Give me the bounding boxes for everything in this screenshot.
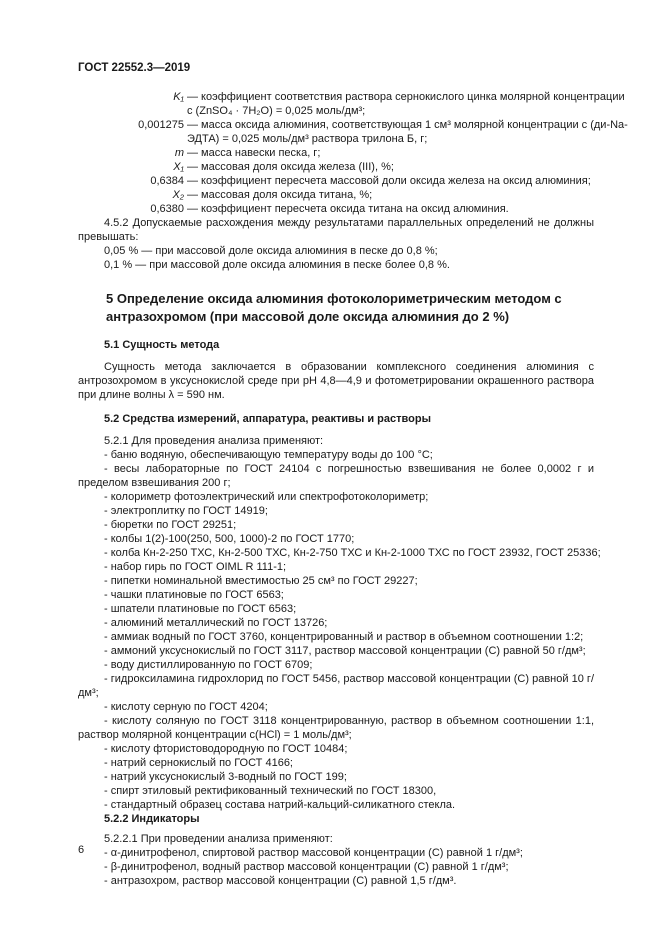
list-item: - чашки платиновые по ГОСТ 6563; bbox=[104, 589, 284, 601]
tolerance-item: 0,1 % — при массовой доле оксида алюминия в песке более 0,8 %. bbox=[104, 259, 450, 271]
list-item: - воду дистиллированную по ГОСТ 6709; bbox=[104, 659, 313, 671]
legend-row bbox=[78, 90, 625, 104]
legend-symbol: 0,001275 bbox=[138, 119, 184, 131]
list-item: - колбы 1(2)-100(250, 500, 1000)-2 по ГОСТ 1770; bbox=[104, 533, 355, 545]
legend-symbol: X₁ bbox=[173, 161, 184, 173]
list-item: - кислоту фтористоводородную по ГОСТ 10484; bbox=[104, 743, 348, 755]
list-item: - антразохром, раствор массовой концентрации (С) равной 1,5 г/дм³. bbox=[104, 875, 457, 887]
list-item: - весы лабораторные по ГОСТ 24104 с погрешностью взвешивания не более 0,0002 г и пределом взвешивания 200 г; bbox=[78, 463, 594, 489]
list-item: - β-динитрофенол, водный раствор массовой концентрации (С) равной 1 г/дм³; bbox=[104, 861, 509, 873]
legend-text: — массовая доля оксида титана, %; bbox=[187, 189, 373, 201]
page-content bbox=[78, 90, 628, 888]
legend-symbol: m bbox=[174, 147, 184, 159]
section-5-2-2-title: 5.2.2 Индикаторы bbox=[104, 813, 200, 825]
legend-row bbox=[78, 118, 628, 132]
list-item: - колориметр фотоэлектрический или спектрофотоколориметр; bbox=[104, 491, 429, 503]
equipment-list bbox=[78, 448, 601, 812]
list-item: - пипетки номинальной вместимостью 25 см³ по ГОСТ 29227; bbox=[104, 575, 418, 587]
legend-text: — коэффициент соответствия раствора сернокислого цинка молярной концентрации bbox=[187, 91, 625, 103]
clause-4-5-2: 4.5.2 Допускаемые расхождения между результатами параллельных определений не должны превышать: bbox=[78, 217, 594, 243]
list-item: - бюретки по ГОСТ 29251; bbox=[104, 519, 237, 531]
list-item: - колба Кн-2-250 ТХС, Кн-2-500 ТХС, Кн-2-750 ТХС и Кн-2-1000 ТХС по ГОСТ 23932, ГОСТ 25336; bbox=[104, 547, 601, 559]
list-item: - аммоний уксуснокислый по ГОСТ 3117, раствор массовой концентрации (С) равной 50 г/дм³; bbox=[104, 645, 586, 657]
legend-symbol: 0,6384 bbox=[150, 175, 184, 187]
list-item: - стандартный образец состава натрий-кальций-силикатного стекла. bbox=[104, 799, 456, 811]
legend-text: — масса навески песка, г; bbox=[187, 147, 321, 159]
legend-symbol: K₁ bbox=[173, 91, 184, 103]
list-item: - кислоту соляную по ГОСТ 3118 концентрированную, раствор в объемном соотношении 1:1, раствор молярной концентрации с(HCl) = 1 моль/дм³; bbox=[78, 715, 594, 741]
list-item: - шпатели платиновые по ГОСТ 6563; bbox=[104, 603, 297, 615]
legend-symbol: X₂ bbox=[172, 189, 184, 201]
legend-row bbox=[78, 188, 594, 202]
page-number: 6 bbox=[78, 844, 85, 856]
legend-row bbox=[78, 174, 594, 188]
formula-legend bbox=[78, 90, 628, 216]
tolerance-item: 0,05 % — при массовой доле оксида алюминия в песке до 0,8 %; bbox=[104, 245, 438, 257]
clause-5-2-1-intro: 5.2.1 Для проведения анализа применяют: bbox=[104, 435, 324, 447]
legend-text: — масса оксида алюминия, соответствующая 1 см³ молярной концентрации с (ди-Na- bbox=[187, 119, 628, 131]
clause-5-2-2-1-intro: 5.2.2.1 При проведении анализа применяют: bbox=[104, 833, 333, 845]
list-item: - натрий уксуснокислый 3-водный по ГОСТ 199; bbox=[104, 771, 347, 783]
legend-continuation: ЭДТА) = 0,025 моль/дм³ раствора трилона Б, г; bbox=[187, 133, 428, 145]
legend-text: — массовая доля оксида железа (III), %; bbox=[187, 161, 394, 173]
section-5-title: 5 Определение оксида алюминия фотоколориметрическим методом с антразохромом (при массовой доле оксида алюминия до 2 %) bbox=[106, 291, 562, 324]
legend-text: — коэффициент пересчета оксида титана на оксид алюминия. bbox=[187, 203, 509, 215]
list-item: - аммиак водный по ГОСТ 3760, концентрированный и раствор в объемном соотношении 1:2; bbox=[104, 631, 584, 643]
list-item: - баню водяную, обеспечивающую температуру воды до 100 °С; bbox=[104, 449, 433, 461]
legend-continuation: c (ZnSO₄ · 7H₂O) = 0,025 моль/дм³; bbox=[187, 105, 366, 117]
list-item: - набор гирь по ГОСТ OIML R 111-1; bbox=[104, 561, 287, 573]
list-item: - электроплитку по ГОСТ 14919; bbox=[104, 505, 268, 517]
list-item: - натрий сернокислый по ГОСТ 4166; bbox=[104, 757, 293, 769]
section-5-2-title: 5.2 Средства измерений, аппаратура, реактивы и растворы bbox=[104, 413, 431, 425]
section-5-1-title: 5.1 Сущность метода bbox=[104, 339, 220, 351]
list-item: - спирт этиловый ректификованный технический по ГОСТ 18300, bbox=[104, 785, 437, 797]
section-5-1-text: Сущность метода заключается в образовании комплексного соединения алюминия с антрозохромом в уксуснокислой среде при рН 4,8—4,9 и фотометрировании окрашенного раствора при длине волны λ = 590 нм. bbox=[78, 361, 594, 401]
list-item: - гидроксиламина гидрохлорид по ГОСТ 5456, раствор массовой концентрации (С) равной 10 г/дм³; bbox=[78, 673, 594, 699]
document-header: ГОСТ 22552.3—2019 bbox=[78, 62, 191, 74]
legend-symbol: 0,6380 bbox=[150, 203, 184, 215]
indicator-list bbox=[78, 846, 594, 888]
list-item: - алюминий металлический по ГОСТ 13726; bbox=[104, 617, 328, 629]
list-item: - кислоту серную по ГОСТ 4204; bbox=[104, 701, 268, 713]
legend-row bbox=[78, 146, 594, 160]
list-item: - α-динитрофенол, спиртовой раствор массовой концентрации (С) равной 1 г/дм³; bbox=[104, 847, 523, 859]
legend-row bbox=[78, 160, 594, 174]
legend-text: — коэффициент пересчета массовой доли оксида железа на оксид алюминия; bbox=[187, 175, 591, 187]
legend-row bbox=[78, 202, 594, 216]
